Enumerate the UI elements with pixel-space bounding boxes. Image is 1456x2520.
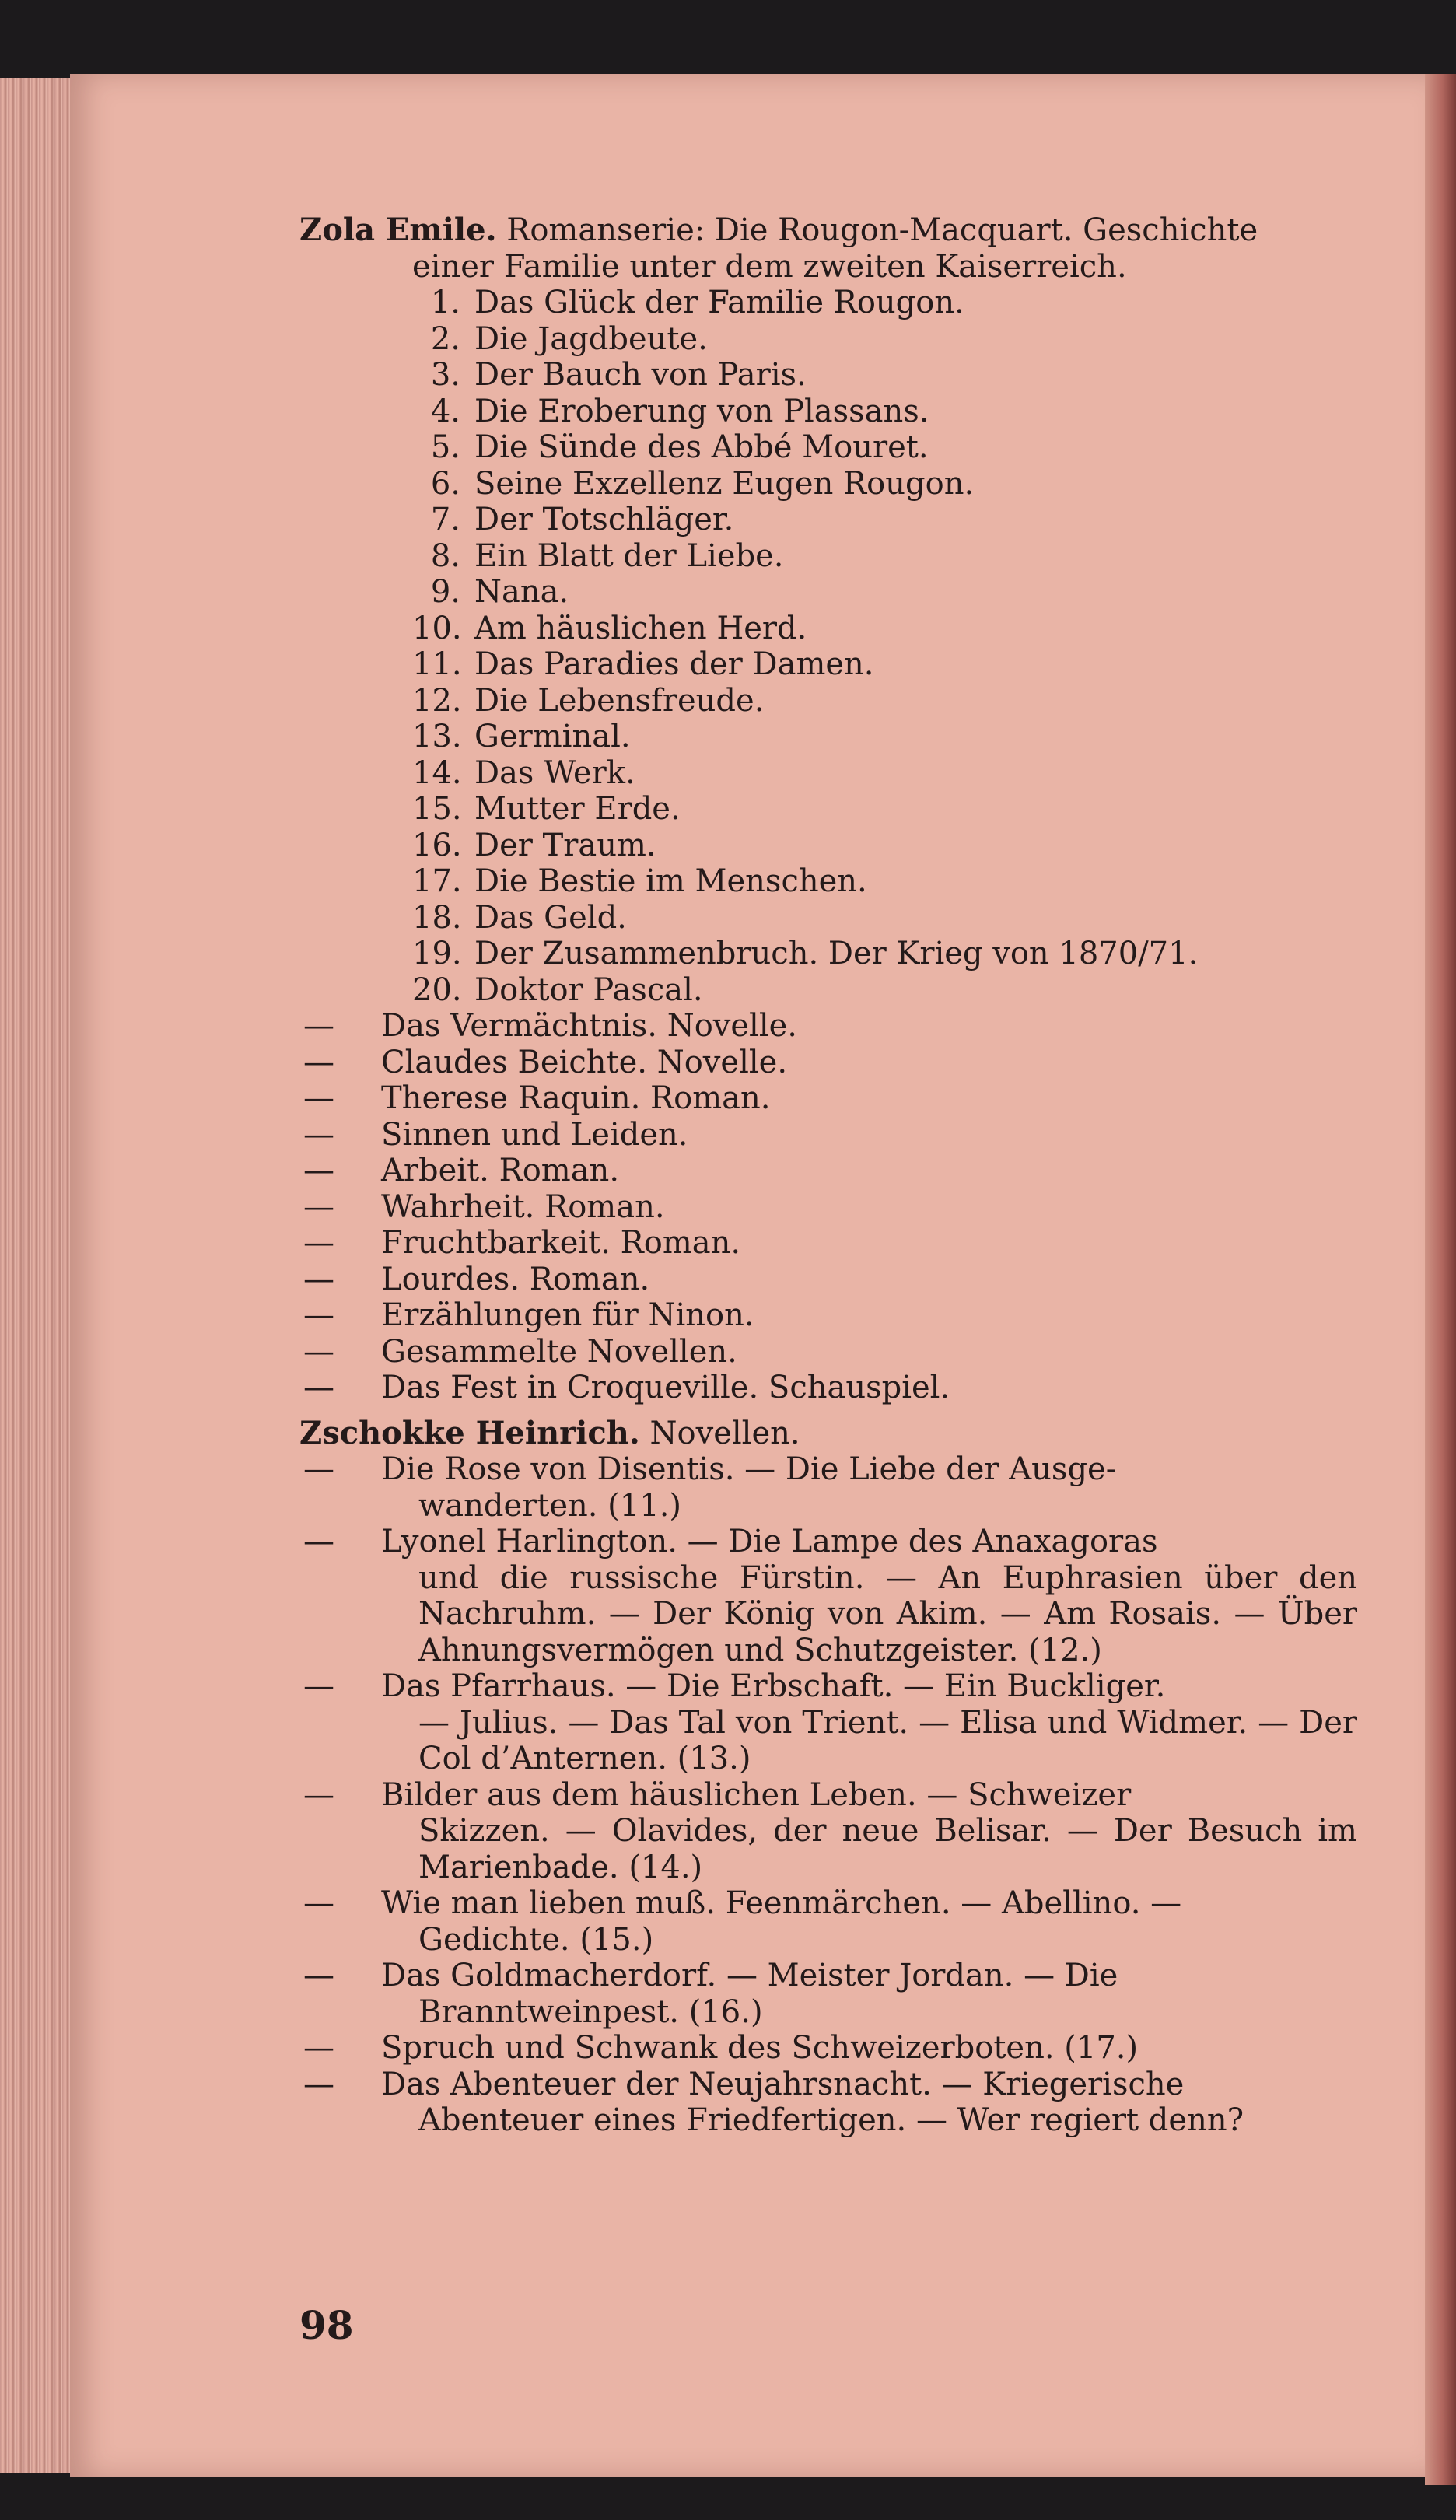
list-item (412, 285, 1357, 321)
list-item (412, 574, 1357, 611)
dash-marker: — (303, 1080, 334, 1116)
list-item (299, 1225, 1357, 1262)
item-title: Die Sünde des Abbé Mouret. (474, 429, 929, 465)
list-item (412, 972, 1357, 1009)
item-first-line: Das Pfarrhaus. — Die Erbschaft. — Ein Buckliger. (381, 1668, 1166, 1704)
dash-marker: — (303, 1044, 334, 1080)
dash-marker: — (303, 1668, 334, 1704)
item-title: Das Geld. (474, 899, 627, 936)
item-first-line: Die Rose von Disentis. — Die Liebe der Ausge- (381, 1451, 1117, 1487)
item-title: Der Bauch von Paris. (474, 357, 807, 393)
dash-marker: — (303, 1885, 334, 1921)
dash-marker: — (303, 1008, 334, 1044)
list-item (412, 466, 1357, 502)
list-item (412, 791, 1357, 828)
item-title: Die Eroberung von Plassans. (474, 393, 929, 429)
dash-marker: — (303, 1297, 334, 1333)
list-item (412, 863, 1357, 900)
item-title: Mutter Erde. (474, 791, 681, 827)
series-title: Romanserie: Die Rougon-Macquart. Geschichte (506, 212, 1258, 248)
dash-marker: — (303, 1524, 334, 1559)
item-title: Lourdes. Roman. (381, 1261, 650, 1297)
item-title: Das Paradies der Damen. (474, 646, 874, 682)
item-first-line: Das Goldmacherdorf. — Meister Jordan. — Die (381, 1958, 1118, 1993)
item-first-line: Spruch und Schwank des Schweizerboten. (17.) (381, 2030, 1139, 2066)
list-item (299, 1885, 1357, 1958)
item-title: Der Zusammenbruch. Der Krieg von 1870/71. (474, 936, 1199, 971)
item-title: Gesammelte Novellen. (381, 1333, 737, 1370)
list-item (299, 1451, 1357, 1524)
section-heading: Novellen. (649, 1415, 800, 1451)
list-item (412, 828, 1357, 864)
item-continuation: Gedichte. (15.) (418, 1921, 654, 1958)
series-subtitle: einer Familie unter dem zweiten Kaiserreich. (412, 248, 1127, 285)
item-title: Therese Raquin. Roman. (381, 1080, 771, 1116)
list-item (299, 1668, 1357, 1777)
item-title: Germinal. (474, 719, 631, 754)
zola-title-line1 (299, 212, 1357, 249)
list-item (299, 1045, 1357, 1081)
item-number: 16. (412, 827, 462, 863)
dash-marker: — (303, 1776, 334, 1813)
other-works-list (299, 1008, 1357, 1406)
item-continuation: wanderten. (11.) (418, 1487, 682, 1524)
item-first-line: Wie man lieben muß. Feenmärchen. — Abellino. — (381, 1885, 1182, 1921)
list-item (299, 2067, 1357, 2139)
item-title: Der Totschläger. (474, 502, 734, 537)
item-continuation: Skizzen. — Olavides, der neue Belisar. — Der Besuch im Marienbade. (14.) (418, 1813, 1357, 1885)
list-item (299, 1958, 1357, 2030)
item-title: Das Glück der Familie Rougon. (474, 285, 964, 320)
item-number: 11. (412, 646, 462, 682)
list-item (412, 755, 1357, 792)
list-item (412, 321, 1357, 358)
list-item (299, 2030, 1357, 2067)
item-continuation: Abenteuer eines Friedfertigen. — Wer regiert denn? (418, 2102, 1244, 2138)
item-first-line: Lyonel Harlington. — Die Lampe des Anaxagoras (381, 1524, 1158, 1559)
list-item (412, 900, 1357, 936)
book-gutter (1425, 74, 1456, 2485)
item-title: Fruchtbarkeit. Roman. (381, 1225, 741, 1261)
item-number: 20. (412, 971, 462, 1008)
dash-marker: — (303, 1225, 334, 1261)
list-item (299, 1262, 1357, 1298)
item-title: Ein Blatt der Liebe. (474, 537, 784, 574)
item-title: Die Lebensfreude. (474, 682, 765, 719)
item-title: Doktor Pascal. (474, 971, 703, 1008)
item-number: 5. (430, 429, 460, 465)
item-number: 12. (412, 682, 462, 719)
item-continuation: Branntweinpest. (16.) (418, 1993, 763, 2030)
dash-marker: — (303, 2066, 334, 2102)
list-item (299, 1117, 1357, 1153)
item-title: Der Traum. (474, 827, 656, 863)
item-number: 17. (412, 863, 462, 899)
item-title: Erzählungen für Ninon. (381, 1297, 754, 1333)
list-item (412, 357, 1357, 394)
item-number: 6. (430, 465, 460, 502)
item-number: 10. (412, 610, 462, 646)
catalog-text (299, 212, 1357, 2139)
item-title: Seine Exzellenz Eugen Rougon. (474, 465, 975, 502)
zschokke-heading (299, 1416, 1357, 1452)
list-item (299, 1008, 1357, 1045)
list-item (299, 1189, 1357, 1226)
list-item (299, 1153, 1357, 1189)
item-continuation: und die russische Fürstin. — An Euphrasien über den Nachruhm. — Der König von Akim. — Am Rosais. — Über Ahnungsvermögen und Schutzgeister. (12.) (418, 1559, 1357, 1668)
item-number: 8. (430, 537, 460, 574)
novel-list (412, 285, 1357, 1008)
item-first-line: Das Abenteuer der Neujahrsnacht. — Kriegerische (381, 2066, 1185, 2102)
dash-marker: — (303, 1370, 334, 1405)
list-item (299, 1334, 1357, 1370)
dash-marker: — (303, 1188, 334, 1225)
item-number: 18. (412, 899, 462, 936)
item-title: Arbeit. Roman. (381, 1153, 620, 1188)
item-title: Das Fest in Croqueville. Schauspiel. (381, 1370, 950, 1405)
dash-marker: — (303, 1116, 334, 1153)
dash-marker: — (303, 1333, 334, 1370)
item-title: Das Werk. (474, 754, 635, 791)
item-title: Die Jagdbeute. (474, 320, 708, 357)
item-continuation: — Julius. — Das Tal von Trient. — Elisa und Widmer. — Der Col d’Anternen. (13.) (418, 1704, 1357, 1776)
item-title: Nana. (474, 574, 569, 610)
list-item (412, 538, 1357, 575)
dash-marker: — (303, 1958, 334, 1993)
dash-marker: — (303, 1451, 334, 1487)
item-number: 9. (430, 574, 460, 610)
item-title: Wahrheit. Roman. (381, 1188, 665, 1225)
item-number: 19. (412, 936, 462, 971)
list-item (412, 611, 1357, 647)
item-number: 14. (412, 754, 462, 791)
list-item (412, 394, 1357, 430)
item-number: 1. (430, 285, 460, 320)
list-item (412, 719, 1357, 755)
item-number: 13. (412, 719, 462, 754)
list-item (299, 1080, 1357, 1117)
item-number: 3. (430, 357, 460, 393)
item-title: Sinnen und Leiden. (381, 1116, 688, 1153)
item-first-line: Bilder aus dem häuslichen Leben. — Schweizer (381, 1776, 1132, 1813)
list-item (412, 429, 1357, 466)
dash-marker: — (303, 1261, 334, 1297)
item-title: Die Bestie im Menschen. (474, 863, 867, 899)
zola-entry (299, 212, 1357, 1406)
item-title: Das Vermächtnis. Novelle. (381, 1008, 798, 1044)
item-title: Claudes Beichte. Novelle. (381, 1044, 788, 1080)
item-number: 2. (430, 320, 460, 357)
item-title: Am häuslichen Herd. (474, 610, 807, 646)
item-number: 4. (430, 393, 460, 429)
list-item (299, 1777, 1357, 1886)
dash-marker: — (303, 2030, 334, 2066)
dash-marker: — (303, 1153, 334, 1188)
zschokke-entry (299, 1416, 1357, 2139)
item-number: 7. (430, 502, 460, 537)
page-number: 98 (299, 2302, 354, 2348)
list-item (412, 646, 1357, 683)
list-item (412, 683, 1357, 719)
item-number: 15. (412, 791, 462, 827)
list-item (412, 936, 1357, 972)
author-name: Zschokke Heinrich. (299, 1414, 640, 1451)
list-item (299, 1524, 1357, 1668)
author-name: Zola Emile. (299, 212, 497, 248)
list-item (299, 1297, 1357, 1334)
list-item (412, 502, 1357, 538)
list-item (299, 1370, 1357, 1406)
